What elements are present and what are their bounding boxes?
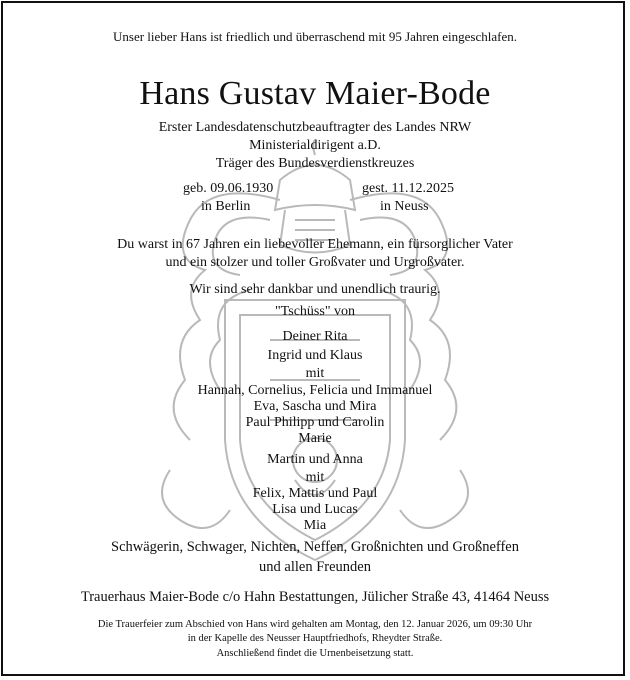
family-line: Mia — [303, 518, 327, 533]
ceremony-line: Anschließend findet die Urnenbeisetzung statt. — [216, 648, 414, 659]
grief-line: Wir sind sehr dankbar und unendlich traurig. — [189, 282, 441, 297]
family-line: Ingrid und Klaus — [267, 348, 363, 363]
title-line: Ministerialdirigent a.D. — [249, 138, 381, 153]
family-line: Schwägerin, Schwager, Nichten, Neffen, Großnichten und Großneffen — [111, 539, 519, 555]
family-line: mit — [305, 366, 325, 381]
announcement-line: Unser lieber Hans ist friedlich und überraschend mit 95 Jahren eingeschlafen. — [113, 29, 517, 44]
title-line: Erster Landesdatenschutzbeauftragter des Landes NRW — [158, 120, 472, 135]
family-line: Lisa und Lucas — [272, 502, 358, 517]
title-line: Träger des Bundesverdienstkreuzes — [215, 156, 415, 171]
mourning-address: Trauerhaus Maier-Bode c/o Hahn Bestattungen, Jülicher Straße 43, 41464 Neuss — [80, 589, 550, 605]
family-line: Felix, Mattis und Paul — [252, 486, 378, 501]
tribute-line: Du warst in 67 Jahren ein liebevoller Ehemann, ein fürsorglicher Vater — [117, 237, 513, 252]
birth-date: geb. 09.06.1930 — [183, 181, 274, 196]
birth-place: in Berlin — [201, 199, 251, 214]
family-line: Deiner Rita — [282, 329, 348, 344]
death-place: in Neuss — [380, 199, 429, 214]
ceremony-line: in der Kapelle des Neusser Hauptfriedhofs, Rheydter Straße. — [187, 633, 443, 644]
family-line: Marie — [298, 431, 332, 446]
family-line: Eva, Sascha und Mira — [253, 399, 377, 414]
family-line: Hannah, Cornelius, Felicia und Immanuel — [197, 383, 433, 398]
deceased-name: Hans Gustav Maier-Bode — [139, 75, 491, 112]
family-line: mit — [305, 470, 325, 485]
family-line: und allen Freunden — [259, 559, 371, 575]
family-line: Paul Philipp und Carolin — [245, 415, 385, 430]
ceremony-line: Die Trauerfeier zum Abschied von Hans wird gehalten am Montag, den 12. Januar 2026, um 09:30 Uhr — [97, 619, 533, 630]
farewell-line: "Tschüss" von — [274, 304, 356, 319]
tribute-line: und ein stolzer und toller Großvater und Urgroßvater. — [165, 255, 465, 270]
death-date: gest. 11.12.2025 — [362, 181, 455, 196]
family-line: Martin und Anna — [267, 452, 363, 467]
